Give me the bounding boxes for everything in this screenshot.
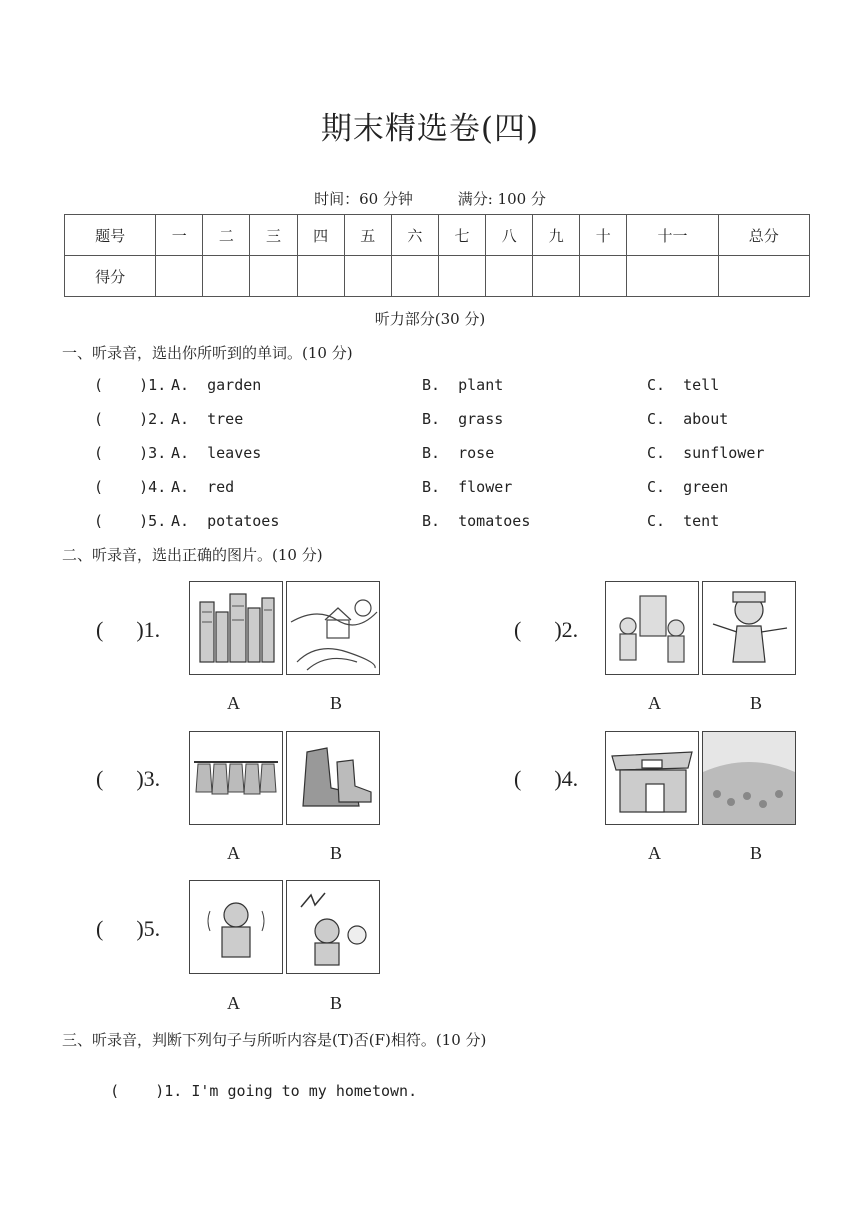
picture-question-number[interactable]: ( )4.	[514, 766, 579, 791]
waving-boy-image[interactable]	[702, 581, 796, 675]
score-table-cell: 十一	[627, 215, 718, 256]
option-a: A. potatoes	[171, 512, 280, 530]
option-b: B. rose	[422, 444, 495, 462]
score-table-cell: 十	[580, 215, 627, 256]
section3-heading: 三、听录音，判断下列句子与所听内容是(T)否(F)相符。(10 分)	[62, 1031, 487, 1049]
question-row	[0, 444, 860, 466]
picture-question-number[interactable]: ( )1.	[96, 617, 161, 642]
score-table-cell: 一	[156, 215, 203, 256]
picture-question-number[interactable]: ( )2.	[514, 617, 579, 642]
exam-full-score: 满分: 100 分	[457, 190, 546, 208]
option-b: B. grass	[422, 410, 504, 428]
option-a-label: A	[648, 843, 661, 863]
option-c: C. tell	[647, 376, 720, 394]
exam-time: 时间：60 分钟	[314, 190, 413, 208]
score-table-cell: 七	[438, 215, 485, 256]
flower-field-image[interactable]	[702, 731, 796, 825]
question-number[interactable]: ( )3.	[94, 444, 167, 462]
statement-text: I'm going to my hometown.	[191, 1082, 418, 1100]
question-row	[0, 376, 860, 398]
question-row	[0, 478, 860, 500]
page-title: 期末精选卷(四)	[320, 111, 540, 147]
score-table-cell: 题号	[65, 215, 156, 256]
score-entry-cell[interactable]	[438, 256, 485, 297]
option-a-label: A	[648, 693, 661, 713]
score-entry-cell[interactable]	[718, 256, 809, 297]
option-b-label: B	[750, 693, 763, 713]
option-b-label: B	[750, 843, 763, 863]
countryside-house-image[interactable]	[286, 581, 380, 675]
question-number[interactable]: ( )2.	[94, 410, 167, 428]
question-number[interactable]: ( )4.	[94, 478, 167, 496]
option-b: B. tomatoes	[422, 512, 531, 530]
option-a: A. tree	[171, 410, 244, 428]
score-entry-cell[interactable]	[203, 256, 250, 297]
picture-question-number[interactable]: ( )3.	[96, 766, 161, 791]
listening-heading: 听力部分(30 分)	[374, 310, 486, 328]
score-entry-cell[interactable]	[533, 256, 580, 297]
bookstore-image[interactable]	[605, 731, 699, 825]
score-table-cell: 四	[297, 215, 344, 256]
score-entry-cell[interactable]	[250, 256, 297, 297]
score-table-cell: 九	[533, 215, 580, 256]
city-buildings-image[interactable]	[189, 581, 283, 675]
hiking-boots-image[interactable]	[286, 731, 380, 825]
option-b-label: B	[330, 693, 343, 713]
option-b: B. plant	[422, 376, 504, 394]
score-table-cell: 六	[391, 215, 438, 256]
score-table-score-row	[65, 256, 810, 297]
option-a-label: A	[227, 693, 240, 713]
picture-question-number[interactable]: ( )5.	[96, 916, 161, 941]
option-a-label: A	[227, 843, 240, 863]
option-c: C. green	[647, 478, 729, 496]
question-number[interactable]: ( )1.	[94, 376, 167, 394]
question-row	[0, 410, 860, 432]
score-entry-cell[interactable]	[391, 256, 438, 297]
score-entry-cell[interactable]	[486, 256, 533, 297]
score-entry-cell[interactable]	[297, 256, 344, 297]
option-a: A. red	[171, 478, 235, 496]
section2-heading: 二、听录音，选出正确的图片。(10 分)	[62, 546, 323, 564]
score-table-cell: 得分	[65, 256, 156, 297]
exam-meta	[0, 188, 860, 209]
score-table	[64, 214, 810, 297]
cold-person-image[interactable]	[189, 880, 283, 974]
score-table-cell: 五	[344, 215, 391, 256]
score-entry-cell[interactable]	[580, 256, 627, 297]
option-a: A. leaves	[171, 444, 262, 462]
option-c: C. tent	[647, 512, 720, 530]
tourist-couple-image[interactable]	[605, 581, 699, 675]
score-entry-cell[interactable]	[627, 256, 718, 297]
score-table-cell: 三	[250, 215, 297, 256]
option-a: A. garden	[171, 376, 262, 394]
question-number[interactable]: ( )5.	[94, 512, 167, 530]
option-b-label: B	[330, 993, 343, 1013]
option-c: C. sunflower	[647, 444, 765, 462]
option-b: B. flower	[422, 478, 513, 496]
option-b-label: B	[330, 843, 343, 863]
score-table-cell: 八	[486, 215, 533, 256]
question-number[interactable]: ( )1.	[110, 1082, 183, 1100]
section1-heading: 一、听录音，选出你所听到的单词。(10 分)	[62, 344, 353, 362]
score-entry-cell[interactable]	[344, 256, 391, 297]
score-entry-cell[interactable]	[156, 256, 203, 297]
angry-person-image[interactable]	[286, 880, 380, 974]
clothes-rack-image[interactable]	[189, 731, 283, 825]
option-c: C. about	[647, 410, 729, 428]
option-a-label: A	[227, 993, 240, 1013]
question-row	[0, 512, 860, 534]
score-table-cell: 总分	[718, 215, 809, 256]
score-table-cell: 二	[203, 215, 250, 256]
score-table-header-row	[65, 215, 810, 256]
true-false-row	[92, 1064, 417, 1100]
